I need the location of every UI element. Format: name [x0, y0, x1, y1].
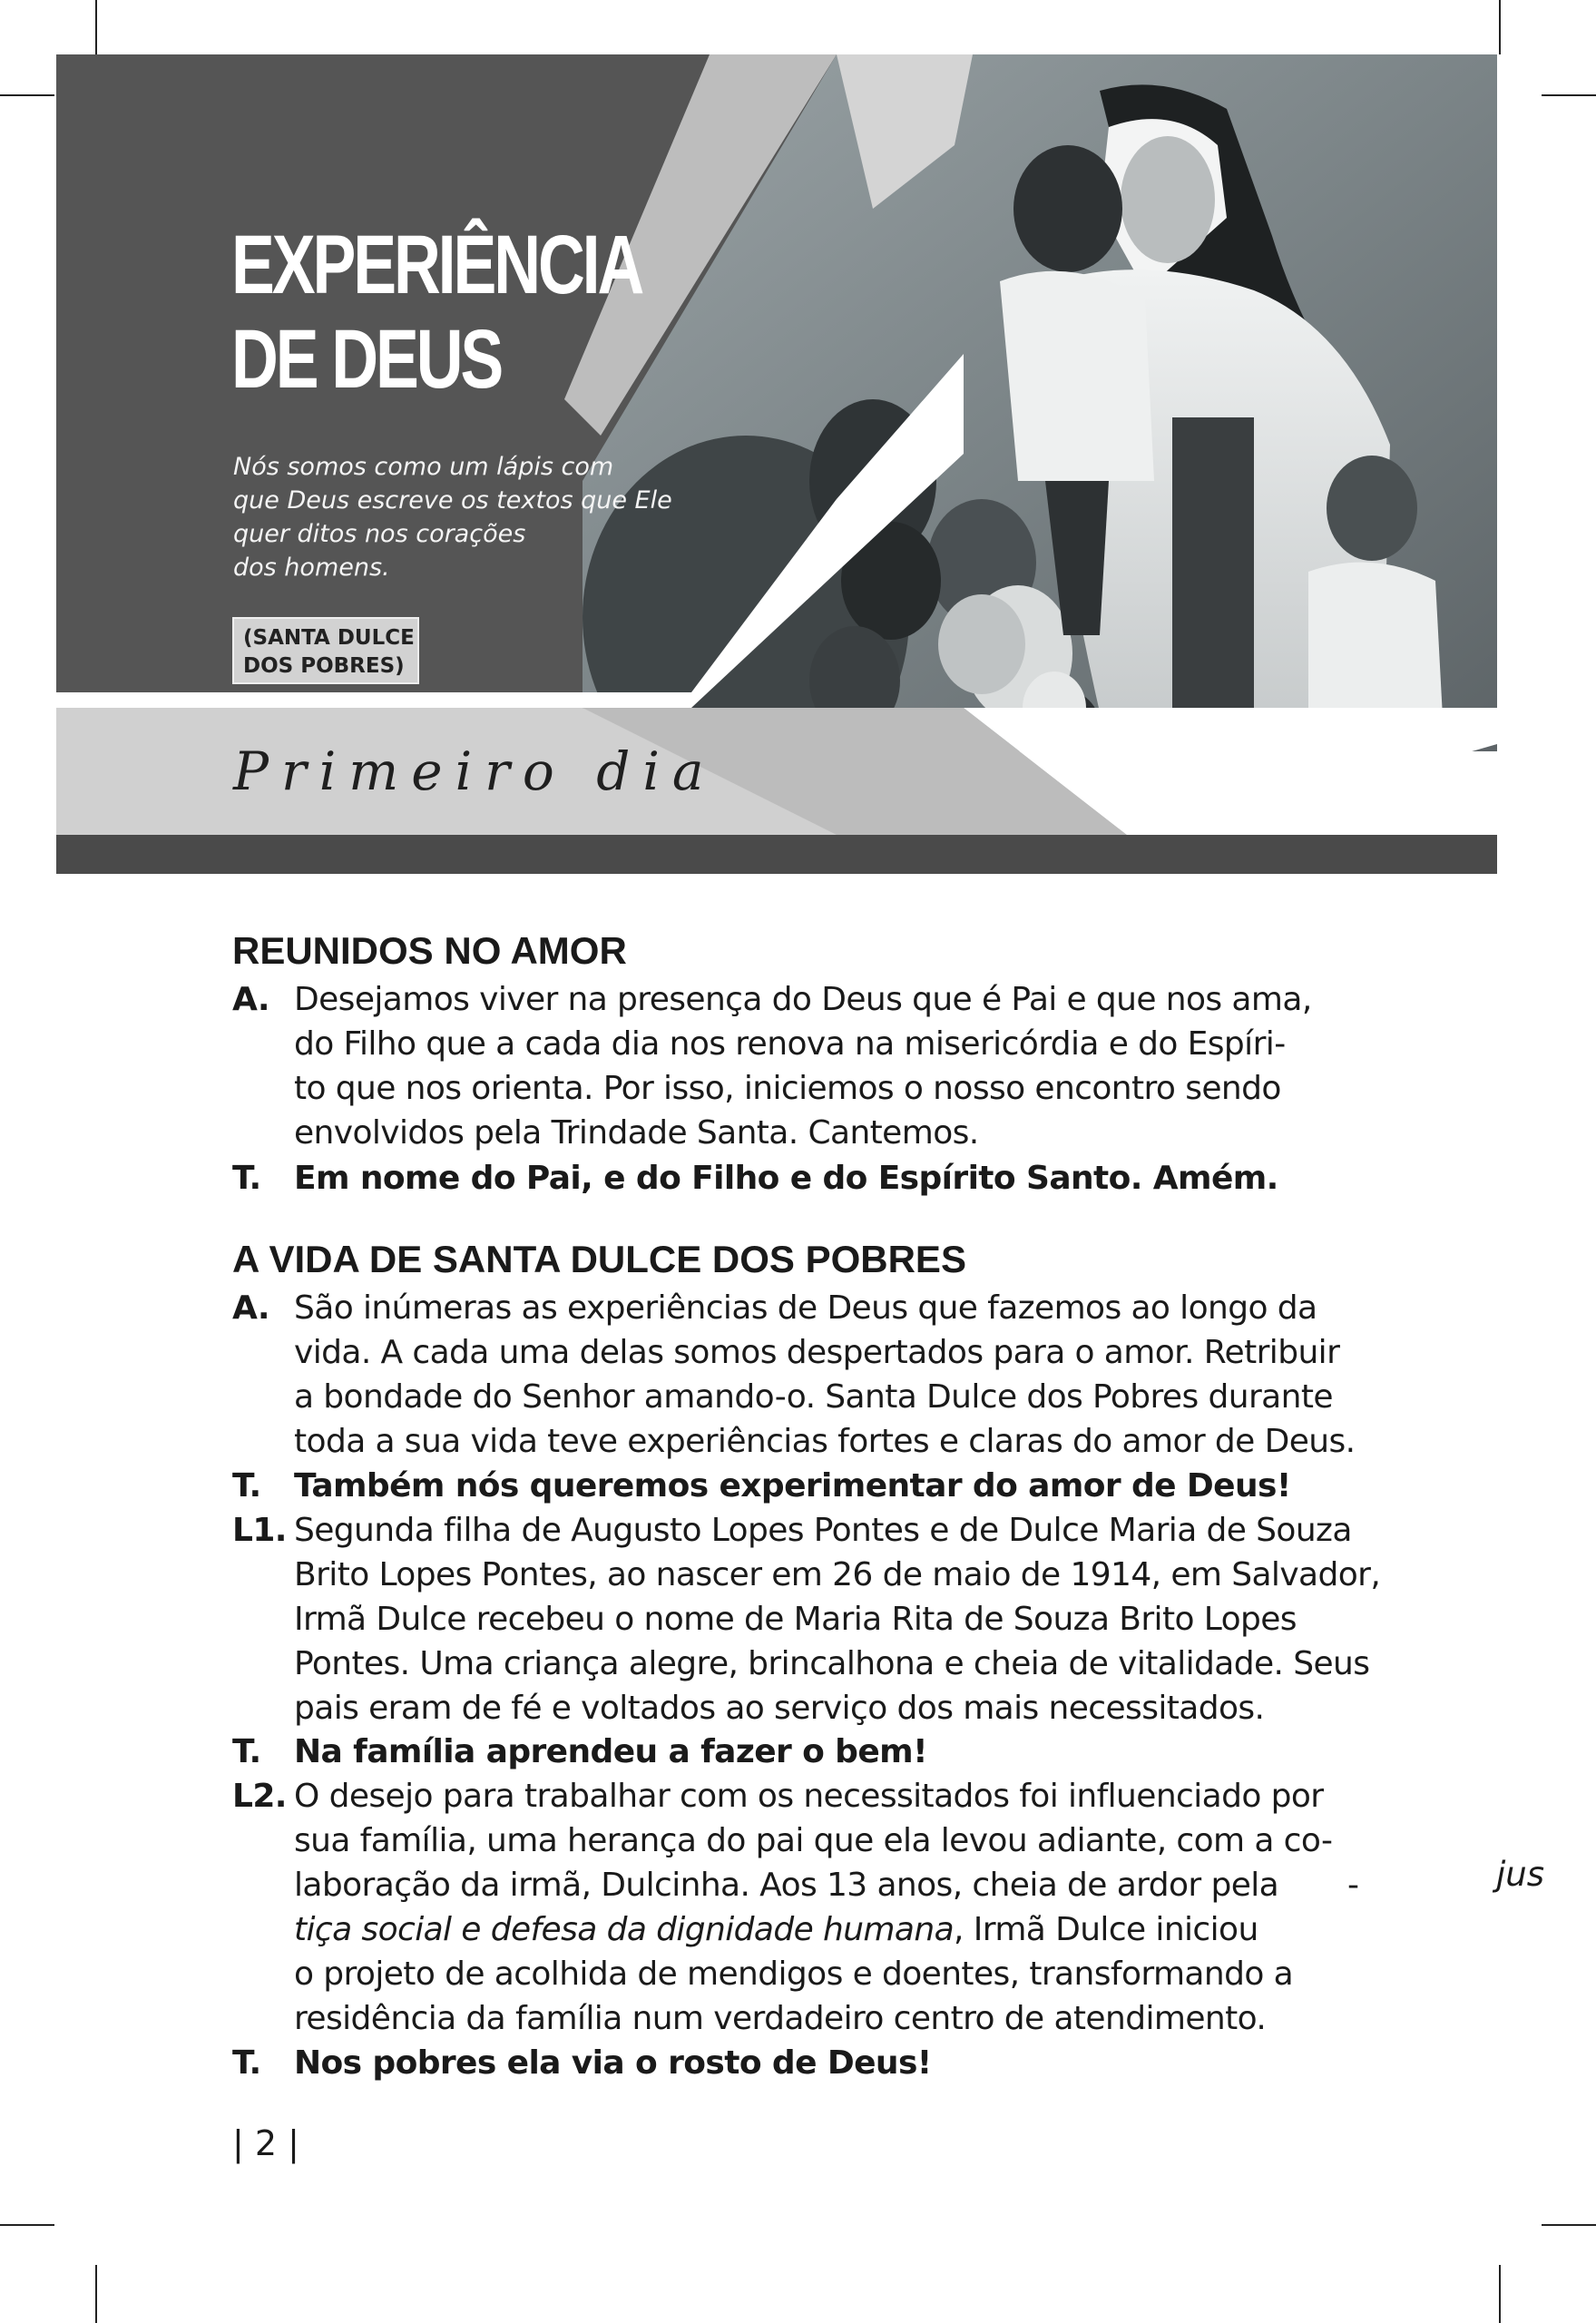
speaker-label: T. — [232, 1160, 261, 1197]
reading-text — [294, 1774, 1439, 2041]
page-title-line1: EXPERIÊNCIA — [231, 219, 642, 311]
text-fragment: , Irmã Dulce iniciou — [954, 1911, 1258, 1948]
text-line: pais eram de fé e voltados ao serviço dos mais necessitados. — [294, 1690, 1265, 1727]
page-title-line2: DE DEUS — [231, 313, 502, 406]
text-line: Pontes. Uma criança alegre, brincalhona e cheia de vitalidade. Seus — [294, 1645, 1370, 1682]
text-line: toda a sua vida teve experiências fortes e claras do amor de Deus. — [294, 1423, 1356, 1460]
text-line: Desejamos viver na presença do Deus que é Pai e que nos ama, — [294, 981, 1312, 1018]
response-text — [294, 1286, 1439, 1464]
quote-line: quer ditos nos corações — [233, 520, 526, 548]
speaker-label: L1. — [232, 1512, 287, 1549]
author-line: DOS POBRES) — [243, 654, 405, 678]
speaker-label: L2. — [232, 1778, 287, 1815]
text-line: Nos pobres ela via o rosto de Deus! — [294, 2044, 932, 2082]
text-line: do Filho que a cada dia nos renova na misericórdia e do Espíri- — [294, 1025, 1286, 1063]
quote-author — [232, 617, 419, 684]
speaker-label: A. — [232, 1289, 270, 1327]
text-line: sua família, uma herança do pai que ela levou adiante, com a co- — [294, 1822, 1333, 1859]
text-line: to que nos orienta. Por isso, iniciemos o nosso encontro sendo — [294, 1070, 1281, 1107]
italic-phrase: tiça social e defesa da dignidade humana — [294, 1911, 955, 1948]
text-line — [294, 1907, 1439, 1952]
response-text — [294, 977, 1439, 1155]
text-line: a bondade do Senhor amando-o. Santa Dulce dos Pobres durante — [294, 1378, 1333, 1416]
text-line: Segunda filha de Augusto Lopes Pontes e de Dulce Maria de Souza — [294, 1512, 1352, 1549]
text-line: Brito Lopes Pontes, ao nascer em 26 de maio de 1914, em Salvador, — [294, 1556, 1381, 1593]
author-line: (SANTA DULCE — [243, 626, 415, 650]
speaker-label: T. — [232, 2044, 261, 2082]
text-line: São inúmeras as experiências de Deus que fazemos ao longo da — [294, 1289, 1317, 1327]
text-line: vida. A cada uma delas somos despertados para o amor. Retribuir — [294, 1334, 1340, 1371]
quote-line: Nós somos como um lápis com — [233, 453, 614, 481]
text-line: o projeto de acolhida de mendigos e doentes, transformando a — [294, 1955, 1294, 1993]
reading-text — [294, 1508, 1439, 1730]
text-line: envolvidos pela Trindade Santa. Cantemos. — [294, 1114, 979, 1152]
crop-mark — [1499, 2265, 1501, 2323]
text-line: O desejo para trabalhar com os necessitados foi influenciado por — [294, 1778, 1324, 1815]
text-line: Também nós queremos experimentar do amor de Deus! — [294, 1467, 1291, 1505]
page-number: | 2 | — [232, 2123, 299, 2163]
header-banner — [56, 54, 1497, 874]
quote-text — [233, 450, 705, 584]
day-label: Primeiro dia — [233, 740, 717, 802]
section-heading-vida: A VIDA DE SANTA DULCE DOS POBRES — [232, 1238, 966, 1280]
crop-mark — [1499, 0, 1501, 54]
crop-mark — [0, 94, 54, 96]
speaker-label: T. — [232, 1467, 261, 1505]
text-line: laboração da irmã, Dulcinha. Aos 13 anos, cheia de ardor pela - — [294, 1867, 1359, 1904]
crop-mark — [95, 0, 97, 54]
crop-mark — [1542, 2224, 1596, 2226]
text-line: Irmã Dulce recebeu o nome de Maria Rita de Souza Brito Lopes — [294, 1601, 1297, 1638]
crop-mark — [1542, 94, 1596, 96]
quote-line: que Deus escreve os textos que Ele — [233, 486, 672, 515]
section-heading-reunidos: REUNIDOS NO AMOR — [232, 929, 627, 972]
text-line: residência da família num verdadeiro centro de atendimento. — [294, 2000, 1267, 2037]
speaker-label: T. — [232, 1733, 261, 1770]
margin-word: jus — [1496, 1855, 1545, 1894]
text-line: Na família aprendeu a fazer o bem! — [294, 1733, 927, 1770]
quote-line: dos homens. — [233, 554, 390, 582]
speaker-label: A. — [232, 981, 270, 1018]
bottom-band — [56, 835, 1497, 874]
text-line: Em nome do Pai, e do Filho e do Espírito Santo. Amém. — [294, 1160, 1278, 1197]
crop-mark — [0, 2224, 54, 2226]
crop-mark — [95, 2265, 97, 2323]
